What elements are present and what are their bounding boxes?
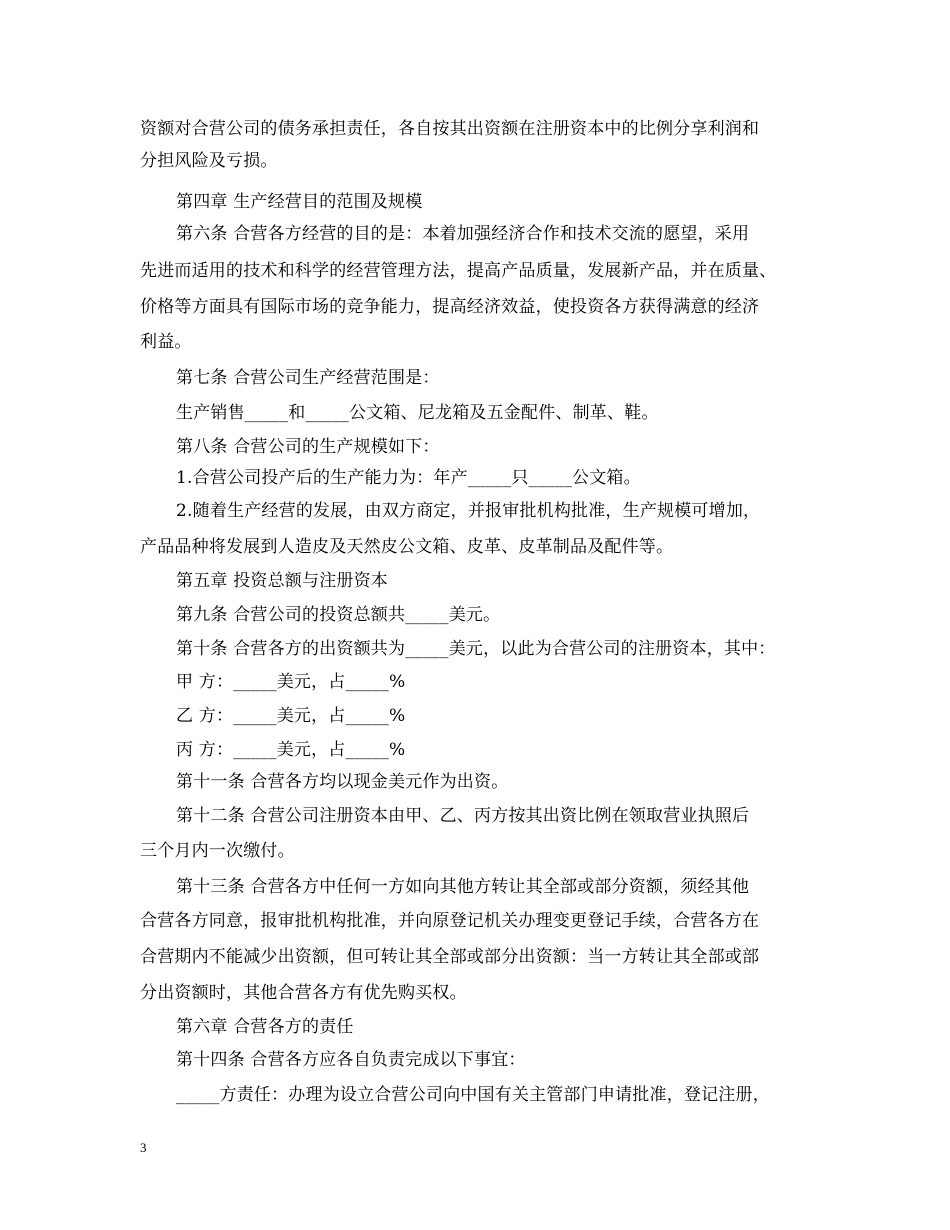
text-line: 分出资额时，其他合营各方有优先购买权。 — [140, 983, 467, 1003]
article-line: 第十四条 合营各方应各自负责完成以下事宜： — [176, 1050, 526, 1070]
article-line: 第十三条 合营各方中任何一方如向其他方转让其全部或部分资额，须经其他 — [176, 877, 750, 897]
text-line: 合营各方同意，报审批机构批准，并向原登记机关办理变更登记手续，合营各方在 — [140, 911, 760, 931]
text-line: 分担风险及亏损。 — [140, 151, 278, 171]
party-line: 甲 方：_____美元，占_____% — [176, 672, 406, 692]
chapter-heading: 第五章 投资总额与注册资本 — [176, 571, 389, 591]
text-line: 产品品种将发展到人造皮及天然皮公文箱、皮革、皮革制品及配件等。 — [140, 537, 674, 557]
text-line: 先进而适用的技术和科学的经营管理方法，提高产品质量，发展新产品，并在质量、 — [140, 261, 777, 281]
text-line: _____方责任：办理为设立合营公司向中国有关主管部门申请批准，登记注册， — [176, 1085, 770, 1105]
article-line: 第九条 合营公司的投资总额共_____美元。 — [176, 605, 501, 625]
list-item: 2.随着生产经营的发展，由双方商定，并报审批机构批准，生产规模可增加， — [176, 501, 761, 521]
article-line: 第六条 合营各方经营的目的是：本着加强经济合作和技术交流的愿望，采用 — [176, 224, 750, 244]
text-line: 利益。 — [140, 332, 192, 352]
article-line: 第七条 合营公司生产经营范围是： — [176, 368, 440, 388]
chapter-heading: 第四章 生产经营目的范围及规模 — [176, 192, 423, 212]
text-line: 合营期内不能减少出资额，但可转让其全部或部分出资额：当一方转让其全部或部 — [140, 947, 760, 967]
article-line: 第八条 合营公司的生产规模如下： — [176, 437, 440, 457]
text-line: 资额对合营公司的债务承担责任，各自按其出资额在注册资本中的比例分享利润和 — [140, 119, 760, 139]
article-line: 第十一条 合营各方均以现金美元作为出资。 — [176, 772, 509, 792]
page-number: 3 — [140, 1140, 147, 1155]
text-line: 生产销售_____和_____公文箱、尼龙箱及五金配件、制革、鞋。 — [176, 403, 659, 423]
article-line: 第十条 合营各方的出资额共为_____美元，以此为合营公司的注册资本，其中： — [176, 639, 776, 659]
chapter-heading: 第六章 合营各方的责任 — [176, 1017, 354, 1037]
list-item: 1.合营公司投产后的生产能力为：年产_____只_____公文箱。 — [176, 468, 641, 488]
article-line: 第十二条 合营公司注册资本由甲、乙、丙方按其出资比例在领取营业执照后 — [176, 806, 750, 826]
text-line: 三个月内一次缴付。 — [140, 841, 295, 861]
text-line: 价格等方面具有国际市场的竞争能力，提高经济效益，使投资各方获得满意的经济 — [140, 297, 760, 317]
party-line: 乙 方：_____美元，占_____% — [176, 706, 406, 726]
party-line: 丙 方：_____美元，占_____% — [176, 740, 406, 760]
